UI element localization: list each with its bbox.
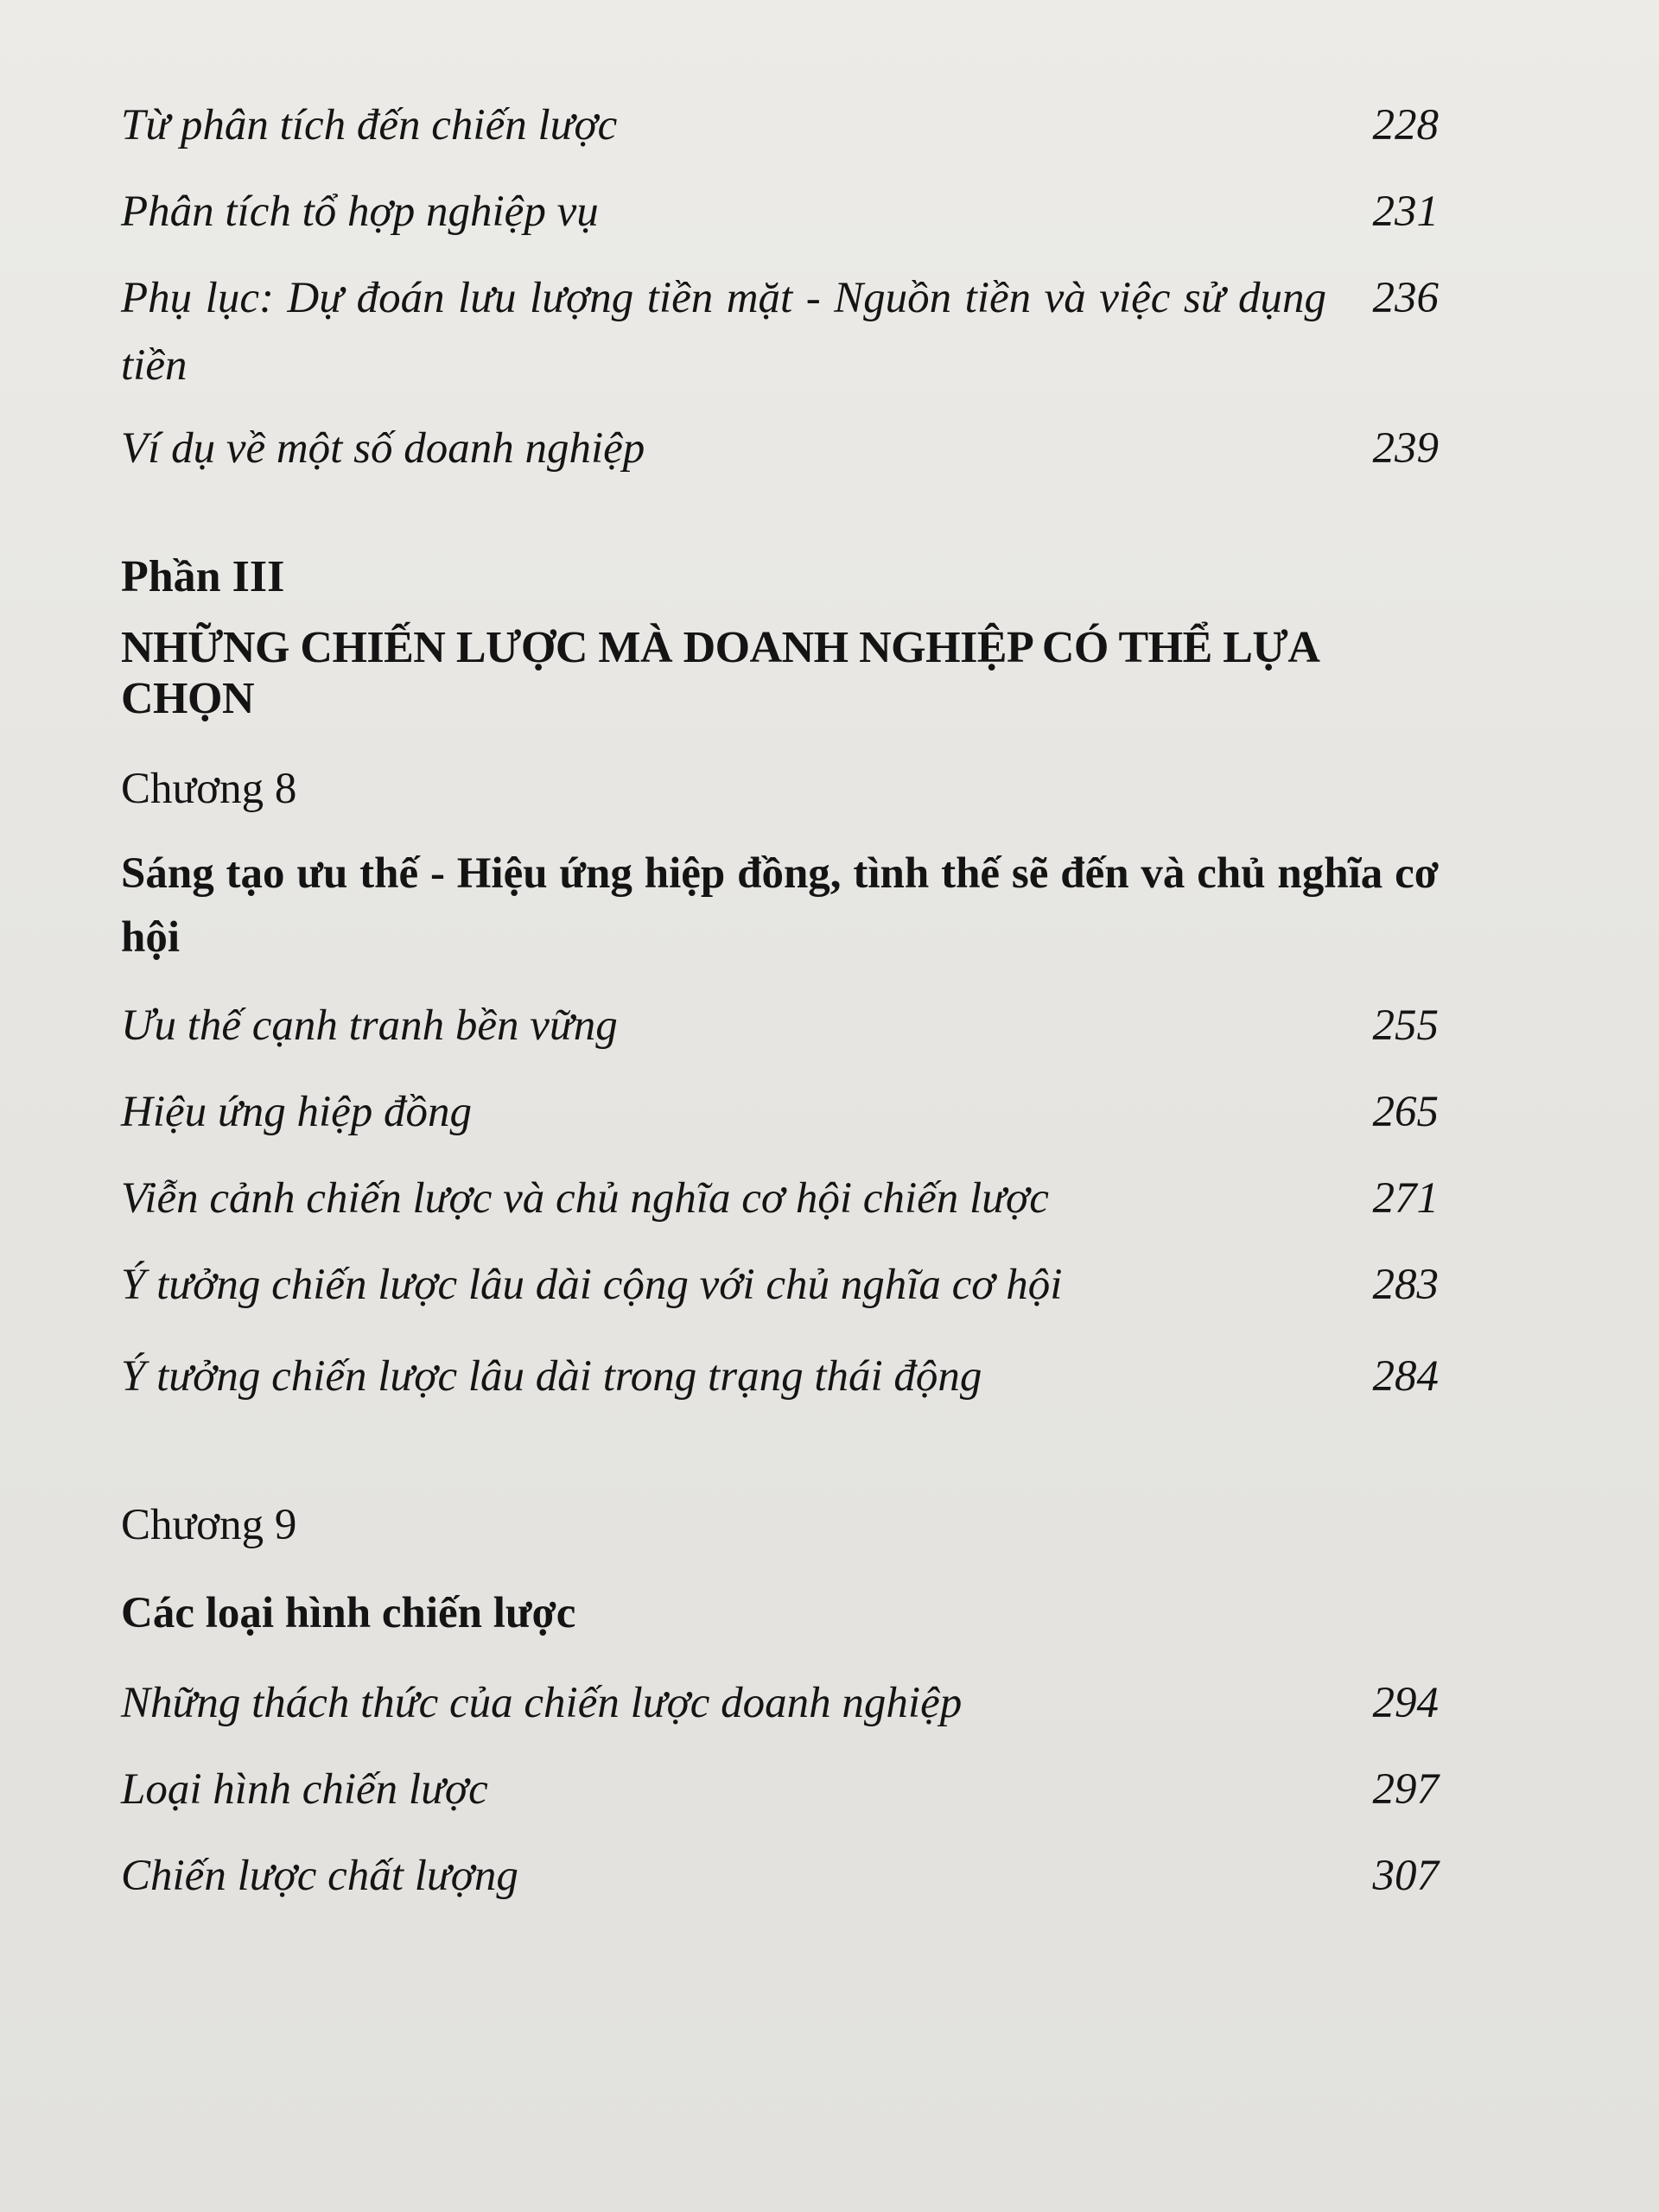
toc-entry-page: 255	[1372, 1001, 1439, 1050]
chapter-label: Chương 9	[121, 1501, 297, 1549]
toc-entry-title: Ý tưởng chiến lược lâu dài cộng với chủ nghĩa cơ hội	[121, 1261, 1063, 1309]
toc-entry	[121, 1165, 1439, 1232]
chapter-title: Sáng tạo ưu thế - Hiệu ứng hiệp đồng, tình thế sẽ đến và chủ nghĩa cơ hội	[121, 849, 1439, 962]
toc-page	[121, 0, 1439, 2212]
toc-entry-title: Phụ lục: Dự đoán lưu lượng tiền mặt - Nguồn tiền và việc sử dụng tiền	[121, 274, 1326, 390]
toc-entry-page: 228	[1372, 101, 1439, 149]
toc-entry-page: 271	[1372, 1174, 1439, 1223]
toc-entry	[121, 1756, 1439, 1823]
toc-entry-title: Ví dụ về một số doanh nghiệp	[121, 424, 645, 473]
toc-entry-title: Hiệu ứng hiệp đồng	[121, 1088, 473, 1136]
toc-entry	[121, 178, 1439, 245]
toc-entry	[121, 992, 1439, 1059]
chapter-label: Chương 8	[121, 765, 297, 813]
toc-entry-title: Từ phân tích đến chiến lược	[121, 101, 618, 149]
toc-entry-title: Ý tưởng chiến lược lâu dài trong trạng thái động	[121, 1352, 982, 1401]
toc-entry-title: Viễn cảnh chiến lược và chủ nghĩa cơ hội chiến lược	[121, 1174, 1049, 1223]
toc-entry	[121, 1078, 1439, 1146]
toc-entry-title: Chiến lược chất lượng	[121, 1852, 518, 1900]
toc-entry	[121, 1343, 1439, 1410]
toc-entry-page: 239	[1372, 424, 1439, 473]
toc-entry	[121, 1251, 1439, 1319]
toc-entry-page: 265	[1372, 1088, 1439, 1136]
toc-entry	[121, 1669, 1439, 1737]
chapter-title: Các loại hình chiến lược	[121, 1589, 576, 1637]
toc-entry-page: 236	[1372, 274, 1439, 322]
toc-entry	[121, 1842, 1439, 1910]
toc-entry	[121, 92, 1439, 159]
part-label: Phần III	[121, 552, 285, 601]
toc-entry-page: 297	[1372, 1765, 1439, 1814]
toc-entry	[121, 415, 1439, 482]
part-title: NHỮNG CHIẾN LƯỢC MÀ DOANH NGHIỆP CÓ THỂ LỰA CHỌN	[121, 623, 1318, 723]
toc-entry-title: Phân tích tổ hợp nghiệp vụ	[121, 188, 599, 236]
toc-entry-page: 283	[1372, 1261, 1439, 1309]
toc-entry-title: Loại hình chiến lược	[121, 1765, 488, 1814]
toc-entry-page: 307	[1372, 1852, 1439, 1900]
toc-entry-page: 284	[1372, 1352, 1439, 1401]
toc-entry	[121, 264, 1439, 399]
toc-entry-page: 231	[1372, 188, 1439, 236]
toc-entry-title: Ưu thế cạnh tranh bền vững	[121, 1001, 618, 1050]
toc-entry-title: Những thách thức của chiến lược doanh nghiệp	[121, 1679, 963, 1727]
toc-entry-page: 294	[1372, 1679, 1439, 1727]
